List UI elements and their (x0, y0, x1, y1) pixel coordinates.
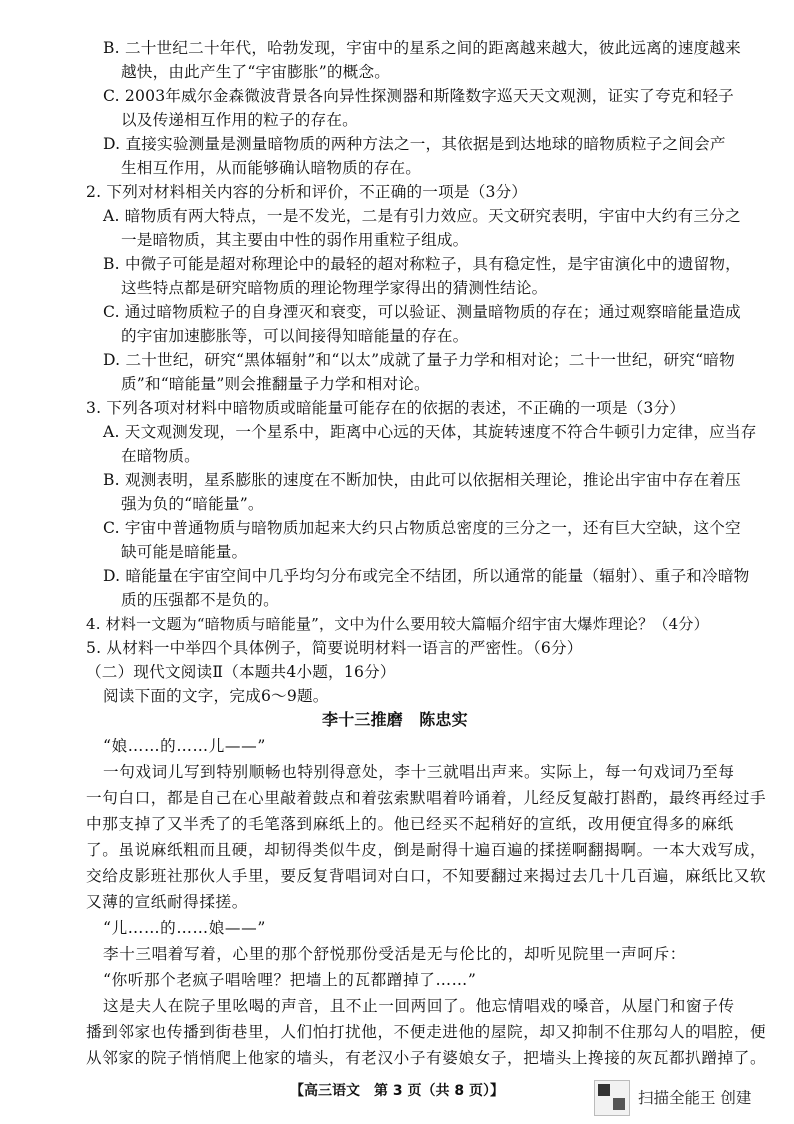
article-title: 李十三推磨 陈忠实 (322, 710, 468, 729)
article-line: 交给皮影班社那伙人手里，要反复背唱词对白口，不知要翻过来揭过去几十几百遍，麻纸比又软 (86, 867, 767, 885)
article-line: “你听那个老疯子唱啥哩？把墙上的瓦都蹭掉了……” (103, 971, 477, 989)
q3-option-b-line-2: 强为负的“暗能量”。 (121, 495, 264, 513)
article-line: “儿……的……娘——” (103, 919, 266, 937)
article-line: “娘……的……儿——” (103, 737, 266, 755)
option-c-line-1: C. 2003年威尔金森微波背景各向异性探测器和斯隆数字巡天天文观测，证实了夸克和轻子 (103, 87, 734, 105)
option-c-line-2: 以及传递相互作用的粒子的存在。 (121, 111, 358, 129)
page-footer: 【高三语文 第 3 页（共 8 页）】 (290, 1083, 504, 1099)
option-d-line-1: D. 直接实验测量是测量暗物质的两种方法之一，其依据是到达地球的暗物质粒子之间会产 (103, 135, 726, 153)
q3-option-a-line-2: 在暗物质。 (121, 447, 200, 465)
article-line: 李十三唱着写着，心里的那个舒悦那份受活是无与伦比的，却听见院里一声呵斥： (103, 945, 686, 963)
question-5: 5. 从材料一中举四个具体例子，简要说明材料一语言的严密性。（6分） (86, 639, 583, 657)
question-4: 4. 材料一文题为“暗物质与暗能量”，文中为什么要用较大篇幅介绍宇宙大爆炸理论？（4分） (86, 615, 709, 633)
q2-option-a-line-1: A. 暗物质有两大特点，一是不发光，二是有引力效应。天文研究表明，宇宙中大约有三分之 (103, 207, 741, 225)
section-header: （二）现代文阅读Ⅱ（本题共4小题，16分） (86, 663, 396, 681)
q3-option-b-line-1: B. 观测表明，星系膨胀的速度在不断加快，由此可以依据相关理论，推论出宇宙中存在着压 (103, 471, 741, 489)
q2-option-c-line-2: 的宇宙加速膨胀等，可以间接得知暗能量的存在。 (121, 327, 469, 345)
article-line: 这是夫人在院子里吆喝的声音，且不止一回两回了。他忘情唱戏的嗓音，从屋门和窗子传 (103, 997, 735, 1015)
article-line: 中那支掉了又半秃了的毛笔落到麻纸上的。他已经买不起稍好的宣纸，改用便宜得多的麻纸 (86, 815, 734, 833)
q3-option-d-line-2: 质的压强都不是负的。 (121, 591, 279, 609)
article-line: 又薄的宣纸耐得揉搓。 (86, 893, 248, 911)
article-line: 播到邻家也传播到街巷里，人们怕打扰他，不便走进他的屋院，却又抑制不住那勾人的唱腔，便 (86, 1023, 767, 1041)
reading-instruction: 阅读下面的文字，完成6～9题。 (103, 687, 329, 705)
q2-option-b-line-1: B. 中微子可能是超对称理论中的最轻的超对称粒子，具有稳定性，是宇宙演化中的遗留物， (103, 255, 741, 273)
article-line: 一句白口，都是自己在心里敲着鼓点和着弦索默唱着吟诵着，儿经反复敲打斟酌，最终再经过手 (86, 789, 767, 807)
q2-option-d-line-2: 质”和“暗能量”则会推翻量子力学和相对论。 (121, 375, 430, 393)
q2-option-d-line-1: D. 二十世纪，研究“黑体辐射”和“以太”成就了量子力学和相对论；二十一世纪，研究“暗物 (103, 351, 735, 369)
q3-option-c-line-1: C. 宇宙中普通物质与暗物质加起来大约只占物质总密度的三分之一，还有巨大空缺，这个空 (103, 519, 741, 537)
watermark-text: 扫描全能王 创建 (638, 1089, 752, 1107)
q3-option-d-line-1: D. 暗能量在宇宙空间中几乎均匀分布或完全不结团，所以通常的能量（辐射）、重子和冷暗物 (103, 567, 750, 585)
question-3-stem: 3. 下列各项对材料中暗物质或暗能量可能存在的依据的表述，不正确的一项是（3分） (86, 399, 686, 417)
option-b-line-1: B. 二十世纪二十年代，哈勃发现，宇宙中的星系之间的距离越来越大，彼此远离的速度越来 (103, 39, 741, 57)
q2-option-b-line-2: 这些特点都是研究暗物质的理论物理学家得出的猜测性结论。 (121, 279, 548, 297)
option-d-line-2: 生相互作用，从而能够确认暗物质的存在。 (121, 159, 422, 177)
question-2-stem: 2. 下列对材料相关内容的分析和评价，不正确的一项是（3分） (86, 183, 528, 201)
q3-option-c-line-2: 缺可能是暗能量。 (121, 543, 248, 561)
article-line: 一句戏词儿写到特别顺畅也特别得意处，李十三就唱出声来。实际上，每一句戏词乃至每 (103, 763, 735, 781)
q2-option-a-line-2: 一是暗物质，其主要由中性的弱作用重粒子组成。 (121, 231, 469, 249)
article-line: 从邻家的院子悄悄爬上他家的墙头，有老汉小子有婆娘女子，把墙头上搀接的灰瓦都扒蹭掉了。 (86, 1049, 767, 1067)
article-line: 了。虽说麻纸粗而且硬，却韧得类似牛皮，倒是耐得十遍百遍的揉搓啊翻揭啊。一本大戏写成， (86, 841, 767, 859)
option-b-line-2: 越快，由此产生了“宇宙膨胀”的概念。 (121, 63, 391, 81)
q2-option-c-line-1: C. 通过暗物质粒子的自身湮灭和衰变，可以验证、测量暗物质的存在；通过观察暗能量造成 (103, 303, 741, 321)
camscanner-logo-icon (594, 1080, 630, 1116)
q3-option-a-line-1: A. 天文观测发现，一个星系中，距离中心远的天体，其旋转速度不符合牛顿引力定律，应当存 (103, 423, 757, 441)
scanner-watermark (594, 1080, 784, 1114)
